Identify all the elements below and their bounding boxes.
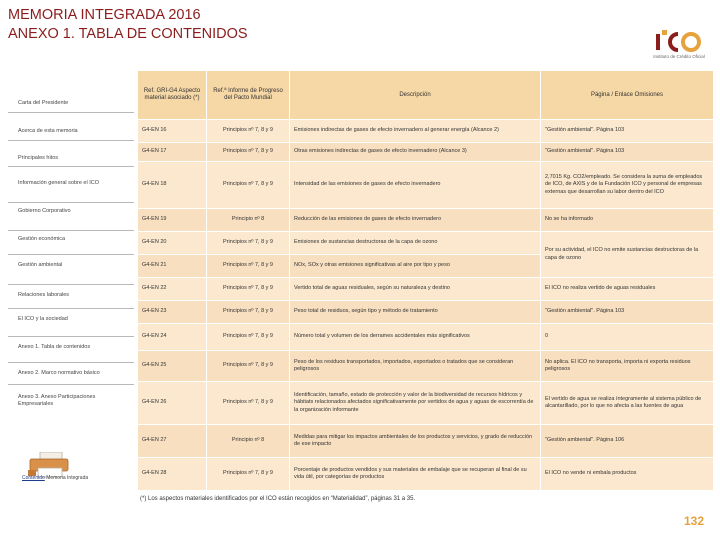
cell-descripcion: Emisiones de sustancias destructoras de la capa de ozono bbox=[290, 232, 540, 254]
cell-gri: G4-EN 23 bbox=[138, 301, 206, 323]
cell-descripcion: Emisiones indirectas de gases de efecto invernadero al generar energía (Alcance 2) bbox=[290, 120, 540, 142]
title-line-2: ANEXO 1. TABLA DE CONTENIDOS bbox=[8, 26, 248, 42]
cell-pagina: El vertido de agua se realiza íntegramente al sistema público de alcantarillado, por lo que no afecta a las fuentes de agua bbox=[541, 382, 713, 424]
cell-gri: G4-EN 20 bbox=[138, 232, 206, 254]
cell-principios: Principios nº 7, 8 y 9 bbox=[207, 162, 289, 208]
cell-pagina: El ICO no vende ni embala productos bbox=[541, 458, 713, 490]
table-row bbox=[138, 162, 713, 208]
cell-pagina: "Gestión ambiental". Página 106 bbox=[541, 425, 713, 457]
cell-descripcion: NOx, SOx y otras emisiones significativas al aire por tipo y peso bbox=[290, 255, 540, 277]
sidebar-item-gobierno-corporativo[interactable]: Gobierno Corporativo bbox=[18, 208, 71, 214]
contenido-link[interactable]: Contenido bbox=[22, 475, 45, 481]
cell-pagina: "Gestión ambiental". Página 103 bbox=[541, 143, 713, 161]
table-row bbox=[138, 382, 713, 424]
cell-pagina: 2,7015 Kg. CO2/empleado. Se considera la suma de empleados de ICO, de AXIS y de la Fundación ICO y personal de empresas externas que desarrollan su labor dentro del ICO bbox=[541, 162, 713, 208]
cell-principios: Principios nº 7, 8 y 9 bbox=[207, 143, 289, 161]
cell-pagina: Por su actividad, el ICO no emite sustancias destructoras de la capa de ozono bbox=[541, 232, 713, 277]
cell-descripcion: Reducción de las emisiones de gases de efecto invernadero bbox=[290, 209, 540, 231]
sidebar-item-gestion-economica[interactable]: Gestión económica bbox=[18, 236, 66, 242]
title-line-1: MEMORIA INTEGRADA 2016 bbox=[8, 7, 201, 23]
cell-pagina: "Gestión ambiental". Página 103 bbox=[541, 120, 713, 142]
sidebar-divider bbox=[8, 284, 134, 285]
table-row bbox=[138, 425, 713, 457]
cell-descripcion: Porcentaje de productos vendidos y sus materiales de embalaje que se recuperan al final de su vida útil, por categorías de productos bbox=[290, 458, 540, 490]
sidebar-item-principales-hitos[interactable]: Principales hitos bbox=[18, 155, 59, 161]
sidebar-item-acerca-memoria[interactable]: Acerca de esta memoria bbox=[18, 128, 78, 134]
cell-descripcion: Identificación, tamaño, estado de protección y valor de la biodiversidad de recursos hídricos y hábitats relacionados afectados significativamente por vertidos de agua y aguas de escorrentía de la organización informante bbox=[290, 382, 540, 424]
cell-principios: Principios nº 7, 8 y 9 bbox=[207, 324, 289, 350]
cell-descripcion: Medidas para mitigar los impactos ambientales de los productos y servicios, y grado de reducción de ese impacto bbox=[290, 425, 540, 457]
sidebar-item-anexo-1[interactable]: Anexo 1. Tabla de contenidos bbox=[18, 344, 91, 350]
sidebar-divider bbox=[8, 140, 134, 141]
cell-pagina: "Gestión ambiental". Página 103 bbox=[541, 301, 713, 323]
table-row bbox=[138, 209, 713, 231]
cell-principios: Principios nº 7, 8 y 9 bbox=[207, 458, 289, 490]
cell-descripcion: Número total y volumen de los derrames accidentales más significativos bbox=[290, 324, 540, 350]
sidebar-nav bbox=[8, 70, 134, 500]
cell-gri: G4-EN 17 bbox=[138, 143, 206, 161]
sidebar-divider bbox=[8, 336, 134, 337]
logo-tagline: Instituto de Crédito Oficial bbox=[653, 54, 705, 59]
cell-principios: Principios nº 7, 8 y 9 bbox=[207, 278, 289, 300]
sidebar-item-relaciones-laborales[interactable]: Relaciones laborales bbox=[18, 292, 70, 298]
cell-descripcion: Otras emisiones indirectas de gases de efecto invernadero (Alcance 3) bbox=[290, 143, 540, 161]
table-row bbox=[138, 301, 713, 323]
cell-descripcion: Vertido total de aguas residuales, según su naturaleza y destino bbox=[290, 278, 540, 300]
table-row bbox=[138, 278, 713, 300]
cell-descripcion: Peso total de residuos, según tipo y método de tratamiento bbox=[290, 301, 540, 323]
cell-pagina: 0 bbox=[541, 324, 713, 350]
cell-principios: Principios nº 7, 8 y 9 bbox=[207, 351, 289, 381]
cell-pagina: El ICO no realiza vertido de aguas residuales bbox=[541, 278, 713, 300]
cell-gri: G4-EN 19 bbox=[138, 209, 206, 231]
cell-gri: G4-EN 16 bbox=[138, 120, 206, 142]
cell-descripcion: Intensidad de las emisiones de gases de efecto invernadero bbox=[290, 162, 540, 208]
sidebar-item-ico-sociedad[interactable]: El ICO y la sociedad bbox=[18, 316, 68, 322]
cell-principios: Principios nº 7, 8 y 9 bbox=[207, 232, 289, 254]
cell-principios: Principios nº 7, 8 y 9 bbox=[207, 255, 289, 277]
contents-table bbox=[137, 70, 714, 491]
cell-pagina: No se ha informado bbox=[541, 209, 713, 231]
sidebar-divider bbox=[8, 166, 134, 167]
sidebar-divider bbox=[8, 112, 134, 113]
sidebar-item-anexo-2[interactable]: Anexo 2. Marco normativo básico bbox=[18, 370, 100, 376]
header-pagina: Página / Enlace Omisiones bbox=[541, 71, 713, 119]
cell-principios: Principio nº 8 bbox=[207, 425, 289, 457]
cell-gri: G4-EN 28 bbox=[138, 458, 206, 490]
sidebar-divider bbox=[8, 308, 134, 309]
table-row bbox=[138, 324, 713, 350]
table-row bbox=[138, 351, 713, 381]
sidebar-footer bbox=[22, 475, 88, 481]
sidebar-divider bbox=[8, 384, 134, 385]
sidebar-item-carta-presidente[interactable]: Carta del Presidente bbox=[18, 100, 69, 106]
table-row bbox=[138, 143, 713, 161]
footnote: (*) Los aspectos materiales identificados por el ICO están recogidos en “Materialidad”, páginas 31 a 35. bbox=[140, 496, 416, 502]
cell-gri: G4-EN 21 bbox=[138, 255, 206, 277]
sidebar-item-informacion-general[interactable]: Información general sobre el ICO bbox=[18, 180, 100, 186]
page-title bbox=[8, 6, 248, 44]
sidebar-divider bbox=[8, 254, 134, 255]
cell-gri: G4-EN 24 bbox=[138, 324, 206, 350]
header-gri: Ref. GRI-G4 Aspecto material asociado (*) bbox=[138, 71, 206, 119]
table-row bbox=[138, 120, 713, 142]
cell-principios: Principio nº 8 bbox=[207, 209, 289, 231]
cell-gri: G4-EN 27 bbox=[138, 425, 206, 457]
cell-gri: G4-EN 22 bbox=[138, 278, 206, 300]
cell-gri: G4-EN 18 bbox=[138, 162, 206, 208]
table-row bbox=[138, 232, 713, 254]
memoria-integrada-label: Memoria Integrada bbox=[46, 475, 89, 481]
cell-gri: G4-EN 25 bbox=[138, 351, 206, 381]
sidebar-divider bbox=[8, 202, 134, 203]
sidebar-divider bbox=[8, 362, 134, 363]
cell-principios: Principios nº 7, 8 y 9 bbox=[207, 120, 289, 142]
sidebar-item-gestion-ambiental[interactable]: Gestión ambiental bbox=[18, 262, 63, 268]
header-principios: Ref.ª Informe de Progreso del Pacto Mundial bbox=[207, 71, 289, 119]
page-number: 132 bbox=[683, 514, 704, 528]
cell-principios: Principios nº 7, 8 y 9 bbox=[207, 301, 289, 323]
sidebar-item-anexo-3[interactable]: Anexo 3. Anexo Participaciones Empresariales bbox=[18, 394, 96, 407]
cell-gri: G4-EN 26 bbox=[138, 382, 206, 424]
table-header-row bbox=[138, 71, 713, 119]
sidebar-divider bbox=[8, 230, 134, 231]
cell-descripcion: Peso de los residuos transportados, importados, exportados o tratados que se consideran peligrosos bbox=[290, 351, 540, 381]
header-descripcion: Descripción bbox=[290, 71, 540, 119]
cell-principios: Principios nº 7, 8 y 9 bbox=[207, 382, 289, 424]
cell-pagina: No aplica. El ICO no transporta, importa ni exporta residuos peligrosos bbox=[541, 351, 713, 381]
table-row bbox=[138, 458, 713, 490]
